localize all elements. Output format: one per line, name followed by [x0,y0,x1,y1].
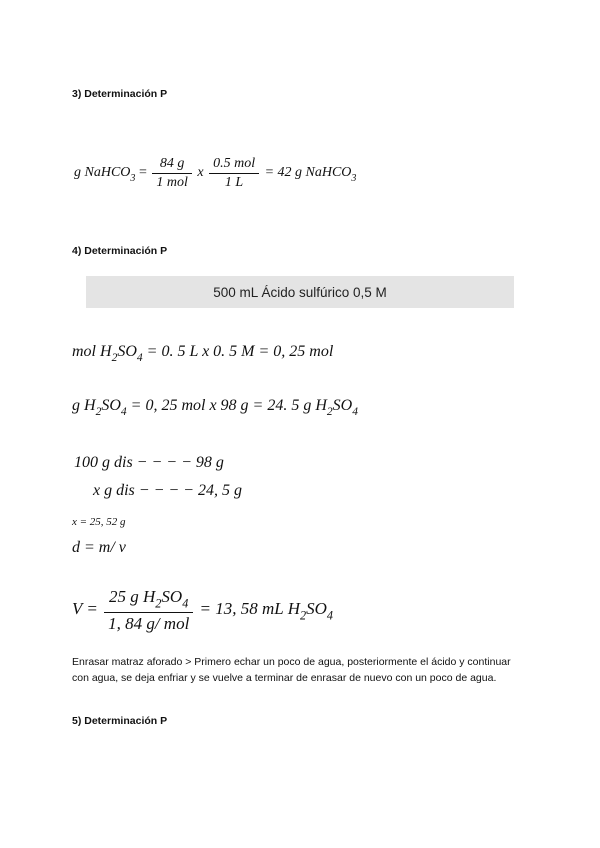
eq1-frac2-den: 1 L [224,174,244,190]
eq3-c-sub: 4 [352,406,358,419]
equation-x-result: x = 25, 52 g [72,516,126,528]
equation-density: d = m/ v [72,539,126,556]
eq6-res-sub1: 2 [299,608,307,623]
eq2-a-sub: 2 [111,352,118,365]
eq1-lhs-sub: 3 [130,172,136,184]
eq6-num-a: 25 g H [109,587,156,606]
eq3-c: SO [332,397,353,414]
eq1-fraction-2 [209,155,259,191]
reagent-banner-text: 500 mL Ácido sulfúrico 0,5 M [213,284,387,300]
eq2-b-sub: 4 [136,352,143,365]
equation-g-h2so4 [72,397,358,418]
eq6-num-sub2: 4 [182,596,189,611]
eq1-lhs: g NaHCO [74,165,131,181]
reagent-banner [86,276,514,308]
eq6-num-sub1: 2 [155,596,162,611]
eq6-num-b: SO [161,587,183,606]
equation-volume [72,586,333,634]
eq6-res-b: SO [306,598,327,618]
eq3-b: SO [101,397,121,414]
eq2-rest: = 0. 5 L x 0. 5 M = 0, 25 mol [142,343,334,360]
eq1-result: = 42 g NaHCO [264,165,352,181]
procedure-paragraph: Enrasar matraz aforado > Primero echar un poco de agua, posteriormente el ácido y continuar con agua, se deja enfriar y se vuelve a terminar de enrasar de nuevo con un poco de agua. [72,656,511,684]
eq1-frac2-num: 0.5 mol [209,155,259,174]
section-3-heading: 3) Determinación P [72,88,168,100]
eq6-denominator: 1, 84 g/ mol [108,613,190,633]
eq1-equals: = [138,165,147,181]
rule-of-three-line-2: x g dis − − − − 24, 5 g [93,482,242,499]
eq1-frac1-num: 84 g [152,155,192,174]
eq1-frac1-den: 1 mol [156,174,188,190]
eq6-numerator [104,586,193,613]
section-5-heading: 5) Determinación P [72,715,168,727]
eq3-c-sub1: 2 [326,406,333,419]
eq1-fraction-1 [152,155,192,191]
eq1-result-sub: 3 [351,172,357,184]
eq6-result: = 13, 58 mL H [199,598,300,618]
eq1-times: x [197,165,204,181]
eq6-res-sub2: 4 [326,608,334,623]
rule-of-three-line-1: 100 g dis − − − − 98 g [74,454,224,471]
equation-mol-h2so4 [72,343,333,364]
section-4-heading: 4) Determinación P [72,245,168,257]
eq6-lhs: V = [72,598,98,618]
eq6-fraction [104,586,193,634]
eq3-a-sub: 2 [95,406,102,419]
eq3-b-sub: 4 [120,406,127,419]
eq3-a: g H [72,397,96,414]
eq2-a: mol H [72,343,112,360]
eq3-mid: = 0, 25 mol x 98 g = 24. 5 g H [126,397,327,414]
eq2-b: SO [117,343,137,360]
equation-nahco3 [74,155,356,191]
